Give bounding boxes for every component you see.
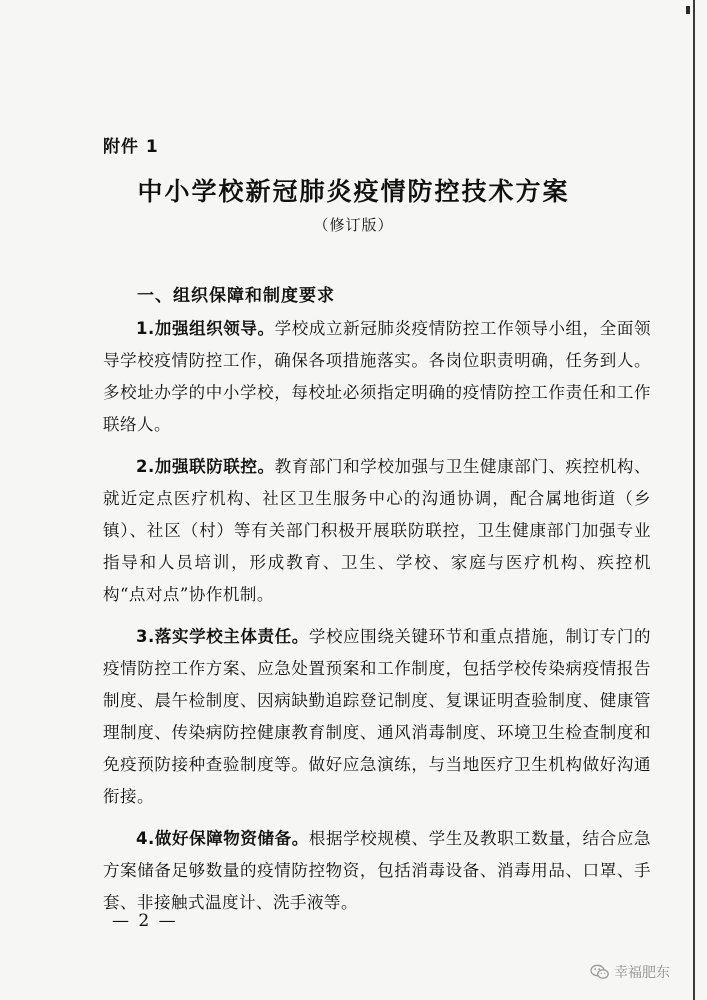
document-title: 中小学校新冠肺炎疫情防控技术方案 — [137, 177, 570, 206]
paragraph-text: 教育部门和学校加强与卫生健康部门、疾控机构、就近定点医疗机构、社区卫生服务中心的沟通协调，配合属地街道（乡镇）、社区（村）等有关部门积极开展联防联控，卫生健康部门加强专业指导和人员培训，形成教育、卫生、学校、家庭与医疗机构、疾控机构“点对点”协作机制。 — [103, 457, 652, 604]
paragraph-lead: 1.加强组织领导。 — [136, 319, 275, 338]
watermark-text: 幸福肥东 — [614, 965, 670, 981]
document-body — [103, 313, 651, 929]
paragraph-text: 学校成立新冠肺炎疫情防控工作领导小组，全面领导学校疫情防控工作，确保各项措施落实。各岗位职责明确，任务到人。多校址办学的中小学校，每校址必须指定明确的疫情防控工作责任和工作联络人。 — [103, 319, 652, 434]
watermark — [590, 962, 670, 982]
paragraph-text: 根据学校规模、学生及教职工数量，结合应急方案储备足够数量的疫情防控物资，包括消毒设备、消毒用品、口罩、手套、非接触式温度计、洗手液等。 — [103, 829, 652, 912]
paragraph-text: 学校应围绕关键环节和重点措施，制订专门的疫情防控工作方案、应急处置预案和工作制度，包括学校传染病疫情报告制度、晨午检制度、因病缺勤追踪登记制度、复课证明查验制度、健康管理制度、传染病防控健康教育制度、通风消毒制度、环境卫生检查制度和免疫预防接种查验制度等。做好应急演练，与当地医疗卫生机构做好沟通衔接。 — [103, 627, 652, 806]
paragraph-3 — [103, 621, 651, 813]
page-number: — 2 — — [112, 911, 178, 931]
attachment-label: 附件 1 — [103, 137, 159, 157]
paragraph-2 — [103, 451, 651, 611]
paragraph-1 — [103, 313, 651, 441]
document-subtitle: （修订版） — [313, 216, 394, 234]
paragraph-lead: 2.加强联防联控。 — [136, 457, 275, 476]
paragraph-4 — [103, 823, 651, 919]
paragraph-lead: 3.落实学校主体责任。 — [136, 627, 309, 646]
section-heading: 一、组织保障和制度要求 — [137, 286, 335, 306]
wechat-icon — [590, 964, 610, 980]
paragraph-lead: 4.做好保障物资储备。 — [136, 829, 309, 848]
